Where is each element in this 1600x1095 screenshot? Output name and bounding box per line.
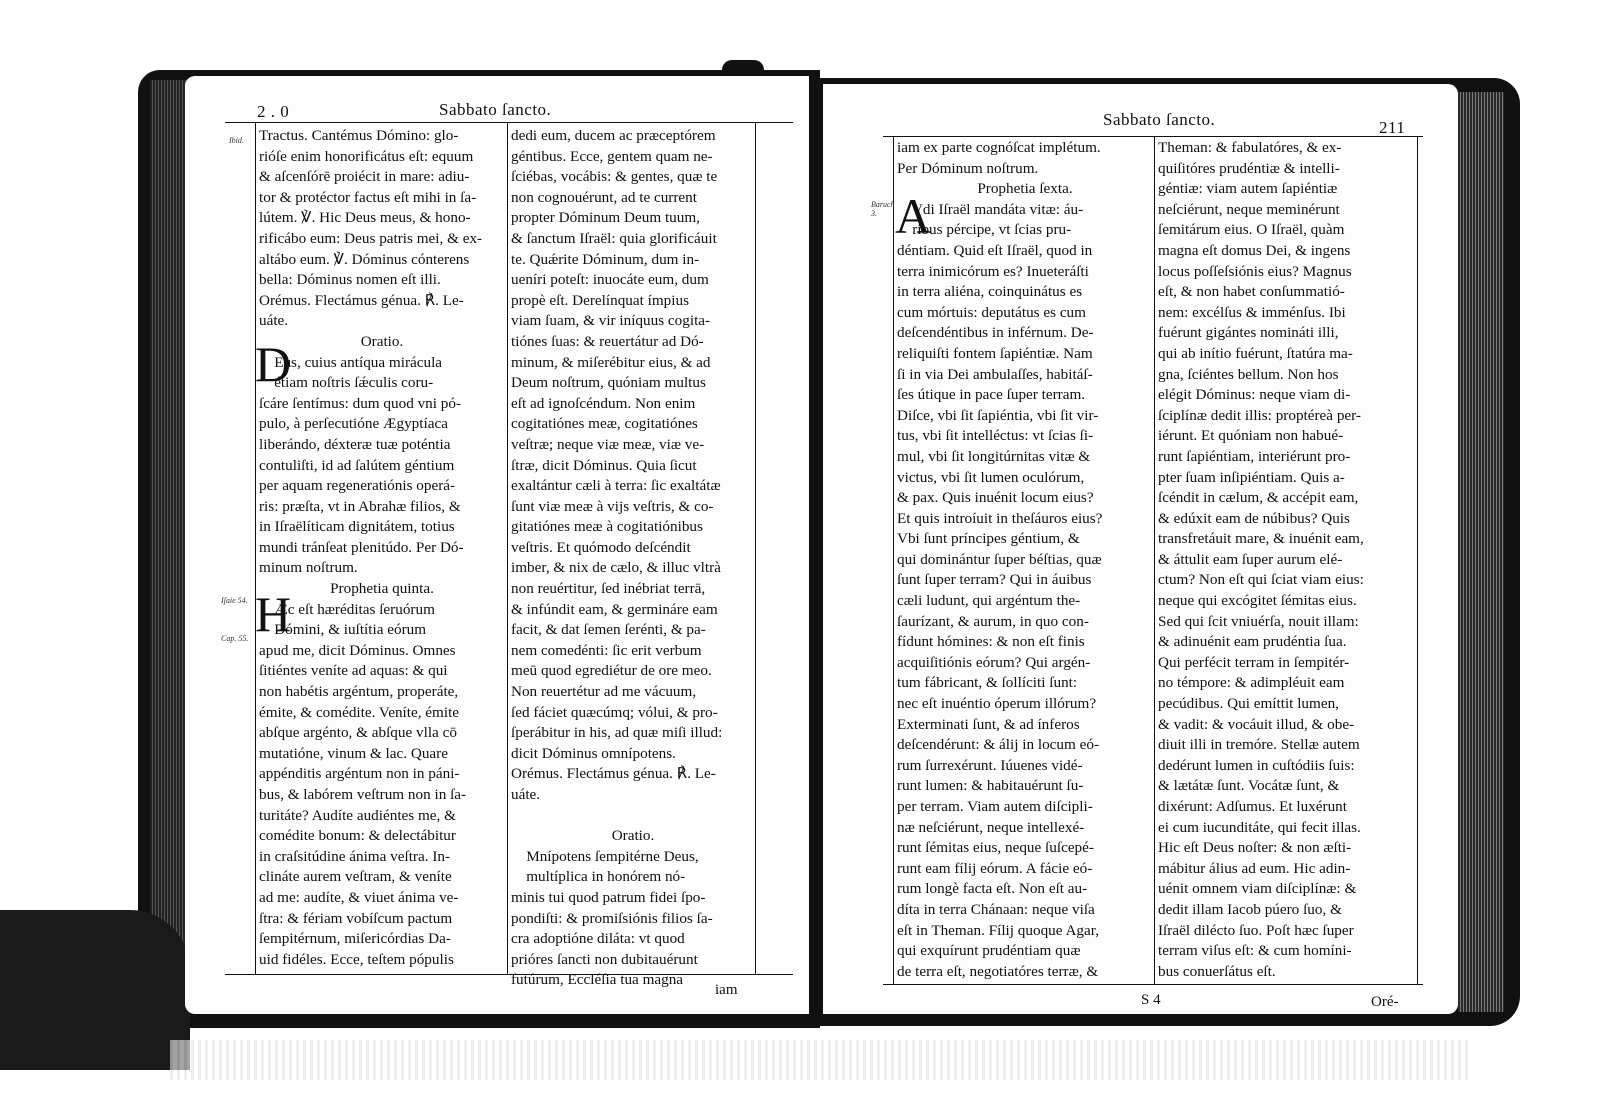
text-line: eſt, & non habet conſummatió- bbox=[1158, 283, 1345, 301]
section-title: Oratio. bbox=[611, 827, 655, 845]
text-line: turitáte? Audíte audiéntes me, & bbox=[259, 806, 456, 824]
margin-note: Iſaie 54. bbox=[221, 596, 248, 605]
text-line: Eus, cuius antíqua mirácula bbox=[259, 353, 443, 371]
left-border bbox=[893, 136, 894, 984]
text-line: étiam noſtris ſǽculis coru- bbox=[259, 374, 434, 392]
text-line: Tractus. Cantémus Dómino: glo- bbox=[259, 127, 459, 144]
head-rule bbox=[225, 122, 793, 123]
text-line: iérunt. Et quóniam non habué- bbox=[1158, 427, 1344, 445]
text-line: fuérunt gigántes nomináti illi, bbox=[1158, 324, 1339, 342]
text-line: neſciérunt, neque meminérunt bbox=[1158, 200, 1340, 218]
text-line: & vadit: & vocáuit illud, & obe- bbox=[1158, 715, 1355, 733]
text-line: reliquiſti fontem ſapiéntiæ. Nam bbox=[897, 344, 1093, 362]
text-line: & pax. Quis inuénit locum eius? bbox=[897, 489, 1094, 507]
text-line: minum noſtrum. bbox=[259, 559, 358, 577]
section-title: Prophetia quinta. bbox=[330, 580, 434, 598]
text-line: lútem. ℣. Hic Deus meus, & hono- bbox=[259, 209, 471, 227]
text-line: eſt in Theman. Fílij quoque Agar, bbox=[897, 921, 1100, 939]
text-line: Mnípotens ſempitérne Deus, bbox=[511, 847, 699, 865]
text-line: Diſce, vbi ſit ſapiéntia, vbi ſit vir- bbox=[897, 406, 1099, 424]
text-line: rum longè facta eſt. Non eſt au- bbox=[897, 880, 1088, 898]
text-line: qui dominántur ſuper béſtias, quæ bbox=[897, 550, 1102, 568]
text-line: uáte. bbox=[259, 312, 289, 330]
text-line: te. Quǽrite Dóminum, dum in- bbox=[511, 250, 700, 268]
text-line: mul, vbi ſit longitúrnitas vitæ & bbox=[897, 447, 1091, 465]
text-line: cæli ludunt, qui argéntum the- bbox=[897, 592, 1081, 610]
text-line: apud me, dicit Dóminus. Omnes bbox=[259, 641, 456, 659]
text-line: Orémus. Flectámus génua. ℟. Le- bbox=[511, 765, 716, 783]
text-line: neque qui excógitet ſémitas eius. bbox=[1158, 592, 1357, 610]
text-line: uid fidéles. Ecce, teſtem pópulis bbox=[259, 950, 454, 968]
head-rule bbox=[883, 136, 1423, 137]
column-divider bbox=[1154, 136, 1155, 984]
text-line: Qui perfécit terram in ſempitér- bbox=[1158, 653, 1350, 671]
text-line: gna, ſciéntes bellum. Non hos bbox=[1158, 365, 1339, 383]
foot-rule bbox=[883, 984, 1423, 985]
text-line: & áttulit eam ſuper aurum elé- bbox=[1158, 550, 1343, 568]
text-line: propè eſt. Derelínquat ímpius bbox=[511, 291, 689, 309]
running-head: Sabbato ſancto. bbox=[439, 100, 552, 119]
text-line: gitatiónes meæ à cogitatiónibus bbox=[511, 518, 703, 536]
section-title: Prophetia ſexta. bbox=[977, 180, 1073, 198]
page-number: 2 . 0 bbox=[257, 102, 290, 121]
text-line: cra adoptióne diláta: vt quod bbox=[511, 930, 685, 948]
text-line: liberándo, déxteræ tuæ poténtia bbox=[259, 435, 451, 453]
text-line: runt ſémitas eius, neque ſuſcepé- bbox=[897, 839, 1094, 857]
text-line: meū quod egrediétur de ore meo. bbox=[511, 662, 712, 680]
text-line: Vbi ſunt príncipes géntium, & bbox=[897, 530, 1080, 548]
text-line: ſunt viæ meæ à vijs veſtris, & co- bbox=[511, 497, 714, 515]
margin-note: Cap. 55. bbox=[221, 634, 249, 643]
text-line: quiſitóres prudéntiæ & intelli- bbox=[1158, 159, 1340, 177]
text-line: veſtræ; neque viæ meæ, viæ ve- bbox=[511, 435, 705, 453]
text-line: magna eſt domus Dei, & ingens bbox=[1158, 241, 1351, 259]
text-line: terram viſus eſt: & cum homíni- bbox=[1158, 942, 1352, 960]
text-line: clináte aurem veſtram, & veníte bbox=[259, 868, 452, 886]
hand-shadow bbox=[0, 910, 190, 1070]
page-edges-left bbox=[150, 80, 186, 1010]
text-line: pecúdibus. Qui emíttit lumen, bbox=[1158, 695, 1339, 713]
text-line: mábitur álius ad eum. Hic adin- bbox=[1158, 859, 1351, 877]
text-line: Theman: & fabulatóres, & ex- bbox=[1158, 139, 1342, 156]
text-line: & infúndit eam, & germináre eam bbox=[511, 600, 718, 618]
text-line: uáte. bbox=[511, 786, 541, 803]
text-line: mutatióne, vinum & lac. Quare bbox=[259, 744, 448, 762]
text-line: victus, vbi ſit lumen oculórum, bbox=[897, 468, 1085, 486]
text-line: ſunt ſuper terram? Qui in áuibus bbox=[897, 571, 1092, 589]
text-line: appénditis argéntum non in páni- bbox=[259, 765, 460, 783]
text-line: transfretáuit mare, & inuénit eam, bbox=[1158, 530, 1364, 548]
text-line: tiónes ſuas: & reuertátur ad Dó- bbox=[511, 332, 704, 350]
margin-note: Ibid. bbox=[229, 136, 244, 145]
text-line: multíplica in honórem nó- bbox=[511, 868, 686, 886]
text-line: ſi in via Dei ambulaſſes, habitáſ- bbox=[897, 365, 1093, 383]
text-line: iam ex parte cognóſcat implétum. bbox=[897, 139, 1101, 156]
text-line: pondiſti: & promiſsiónis filios ſa- bbox=[511, 909, 713, 927]
text-line: ribus pércipe, vt ſcias pru- bbox=[897, 221, 1072, 239]
text-line: géntiæ: viam autem ſapiéntiæ bbox=[1158, 180, 1338, 198]
text-line: dedi eum, ducem ac præceptórem bbox=[511, 127, 716, 144]
text-line: elégit Dóminus: neque viam di- bbox=[1158, 386, 1351, 404]
text-line: comédite bonum: & delectábitur bbox=[259, 827, 456, 845]
text-line: ſempitérnum, miſericórdias Da- bbox=[259, 930, 451, 948]
text-line: dicit Dóminus omnípotens. bbox=[511, 744, 676, 762]
text-line: futúrum, Eccléſia tua magna bbox=[511, 971, 684, 989]
text-line: Dómini, & iuſtítia eórum bbox=[259, 621, 427, 639]
text-line: tor & protéctor factus eſt mihi in ſa- bbox=[259, 188, 477, 206]
text-line: ſcéndit in cælum, & accépit eam, bbox=[1158, 489, 1359, 507]
text-line: veſtris. Et quómodo deſcéndit bbox=[511, 538, 691, 556]
margin-note: Baruch 3. bbox=[871, 200, 895, 218]
text-line: ris: præſta, vt in Abrahæ filios, & bbox=[259, 497, 461, 515]
text-line: facit, & dat ſemen ſerénti, & pa- bbox=[511, 621, 706, 639]
text-line: Deum noſtrum, quóniam multus bbox=[511, 374, 706, 392]
catchword: iam bbox=[715, 982, 738, 998]
text-line: nec eſt inuéntio óperum illórum? bbox=[897, 695, 1097, 713]
text-line: nem comedénti: ſic erit verbum bbox=[511, 641, 702, 659]
text-line: Hic eſt Deus noſter: & non æſti- bbox=[1158, 839, 1352, 857]
text-line: ad me: audíte, & viuet ánima ve- bbox=[259, 888, 459, 906]
text-line: nem: excélſus & imménſus. Ibi bbox=[1158, 303, 1346, 321]
page-edges-right bbox=[1458, 92, 1504, 1012]
text-line: deſcendéntibus in inférnum. De- bbox=[897, 324, 1094, 342]
text-line: in terra aliéna, coinquinátus es bbox=[897, 283, 1083, 301]
text-line: pter ſuam inſipiéntiam. Quis a- bbox=[1158, 468, 1345, 486]
text-line: in Iſraëlíticam dignitátem, totius bbox=[259, 518, 455, 536]
text-line: qui exquírunt prudéntiam quæ bbox=[897, 942, 1081, 960]
text-column-1 bbox=[897, 138, 1153, 982]
text-line: ſcáre ſentímus: dum quod vni pó- bbox=[259, 394, 462, 412]
table-surface bbox=[170, 1040, 1470, 1080]
text-line: per terram. Viam autem diſcipli- bbox=[897, 798, 1093, 815]
text-line: locus poſſeſsiónis eius? Magnus bbox=[1158, 262, 1352, 280]
text-line: viam ſuam, & vir iníquus cogita- bbox=[511, 312, 711, 330]
section-title: Oratio. bbox=[360, 332, 404, 350]
text-line: rióſe enim honorificátus eſt: equum bbox=[259, 147, 474, 165]
page-number: 211 bbox=[1379, 118, 1406, 137]
text-line: rum ſurrexérunt. Iúuenes vidé- bbox=[897, 756, 1083, 774]
text-line: ſes útique in pace ſuper terram. bbox=[897, 386, 1086, 404]
signature-mark: S 4 bbox=[1141, 992, 1161, 1008]
text-line: runt lumen: & habitauérunt ſu- bbox=[897, 777, 1084, 795]
text-line: exaltántur cæli à terra: ſic exaltátæ bbox=[511, 477, 721, 495]
text-line: & lætátæ ſunt. Vocátæ ſunt, & bbox=[1158, 777, 1340, 795]
text-line: abſque argénto, & abſque vlla cō bbox=[259, 724, 457, 742]
text-line: Orémus. Flectámus génua. ℟. Le- bbox=[259, 291, 464, 309]
text-line: Vdi Iſraël mandáta vitæ: áu- bbox=[897, 200, 1084, 218]
catchword: Oré- bbox=[1371, 994, 1399, 1010]
text-line: géntibus. Ecce, gentem quam ne- bbox=[511, 147, 713, 165]
text-line: Sed qui ſcit vniuérſa, nouit illam: bbox=[1158, 612, 1359, 630]
text-line: cogitatiónes meæ, cogitatiónes bbox=[511, 415, 698, 433]
text-line: deſcendérunt: & álij in locum eó- bbox=[897, 736, 1100, 754]
text-line: non cognouérunt, ad te current bbox=[511, 188, 697, 206]
text-line: minis tui quod patrum fidei ſpo- bbox=[511, 888, 706, 906]
text-line: tus, vbi ſit intelléctus: vt ſcias ſi- bbox=[897, 427, 1094, 445]
text-line: bus conuerſátus eſt. bbox=[1158, 962, 1276, 980]
left-page bbox=[185, 76, 809, 1014]
text-line: Et quis introíuit in theſáuros eius? bbox=[897, 509, 1103, 527]
text-line: rificábo eum: Deus patris mei, & ex- bbox=[259, 229, 483, 247]
text-line: altábo eum. ℣. Dóminus cónterens bbox=[259, 250, 470, 268]
text-line: émite, & comédite. Veníte, émite bbox=[259, 703, 460, 721]
text-line: bella: Dóminus nomen eſt illi. bbox=[259, 271, 441, 289]
text-line: ſitiéntes veníte ad aquas: & qui bbox=[259, 662, 448, 680]
text-line: de terra eſt, negotiatóres terræ, & bbox=[897, 962, 1099, 980]
text-line: ctum? Non eſt qui ſciat viam eius: bbox=[1158, 571, 1364, 589]
drop-cap: D bbox=[255, 336, 292, 392]
text-line: & aſcenſórē proiécit in mare: adiu- bbox=[259, 168, 470, 186]
text-line: diuit illi in tremóre. Stellæ autem bbox=[1158, 736, 1360, 754]
text-line: dedérunt lumen in cuſtódiis ſuis: bbox=[1158, 756, 1355, 774]
text-line: prióres ſancti non dubitauérunt bbox=[511, 950, 698, 968]
text-line: ſciébas, vocábis: & gentes, quæ te bbox=[511, 168, 718, 186]
text-line: non reuértitur, ſed inébriat terrā, bbox=[511, 580, 706, 598]
text-line: imber, & nix de cælo, & illuc vltrà bbox=[511, 559, 721, 577]
text-line: uénit omnem viam diſciplínæ: & bbox=[1158, 880, 1357, 898]
text-line: runt eam fílij eórum. A fácie eó- bbox=[897, 859, 1093, 877]
text-line: non habétis argéntum, properáte, bbox=[259, 683, 459, 701]
text-line: Non reuertétur ad me vácuum, bbox=[511, 683, 697, 701]
text-line: qui ab inítio fuérunt, ſtatúra ma- bbox=[1158, 344, 1353, 362]
text-line: fídunt hómines: & non eſt finis bbox=[897, 633, 1085, 651]
text-line: díta in terra Chánaan: neque viſa bbox=[897, 900, 1095, 918]
right-page bbox=[823, 84, 1458, 1014]
text-line: ſperábitur in his, ad quæ miſi illud: bbox=[511, 724, 723, 742]
text-column-2 bbox=[1158, 138, 1416, 982]
text-line bbox=[511, 806, 755, 827]
text-line: runt ſapiéntiam, interiérunt pro- bbox=[1158, 447, 1351, 465]
text-line: ſciplínæ dedit illis: proptéreà per- bbox=[1158, 406, 1361, 424]
text-line: bus, & labórem veſtrum non in ſa- bbox=[259, 786, 467, 803]
text-line: ſtra: & fériam vobíſcum pactum bbox=[259, 909, 453, 927]
text-line: ſtræ, dicit Dóminus. Quia ſicut bbox=[511, 456, 697, 474]
text-line: ſaurízant, & aurum, in quo con- bbox=[897, 612, 1089, 630]
text-column-2 bbox=[511, 126, 755, 991]
drop-cap: A bbox=[895, 188, 932, 244]
text-line: déntiam. Quid eſt Iſraël, quod in bbox=[897, 241, 1093, 259]
text-line: næ neſciérunt, neque intellexé- bbox=[897, 818, 1085, 836]
text-line: ei cum iucunditáte, qui fecit illas. bbox=[1158, 818, 1361, 836]
text-line: ſed fáciet quæcúmq; vólui, & pro- bbox=[511, 703, 718, 721]
text-line: propter Dóminum Deum tuum, bbox=[511, 209, 700, 227]
left-border bbox=[255, 122, 256, 974]
text-line: dixérunt: Adſumus. Et luxérunt bbox=[1158, 798, 1347, 815]
text-line: & edúxit eam de núbibus? Quis bbox=[1158, 509, 1350, 527]
text-line: eſt ad ignoſcéndum. Non enim bbox=[511, 394, 696, 412]
right-border bbox=[1417, 136, 1418, 984]
text-line: cum mórtuis: deputátus es cum bbox=[897, 303, 1086, 321]
right-border bbox=[755, 122, 756, 974]
text-line: Exterminati ſunt, & ad ínferos bbox=[897, 715, 1080, 733]
drop-cap: H bbox=[255, 586, 292, 642]
text-line: no témpore: & adimpléuit eam bbox=[1158, 674, 1345, 692]
text-line: ſemitárum eius. O Iſraël, quàm bbox=[1158, 221, 1345, 239]
text-line: & ſanctum Iſraël: quia glorificáuit bbox=[511, 229, 717, 247]
text-line: ueníri poteſt: inuocáte eum, dum bbox=[511, 271, 709, 289]
text-line: per aquam regeneratiónis operá- bbox=[259, 477, 456, 495]
column-divider bbox=[507, 122, 508, 974]
text-line: minum, & miſerébitur eius, & ad bbox=[511, 353, 711, 371]
text-line: tum fábricant, & ſollíciti ſunt: bbox=[897, 674, 1078, 692]
text-line: in craſsitúdine ánima veſtra. In- bbox=[259, 847, 451, 865]
running-head: Sabbato ſancto. bbox=[1103, 110, 1216, 129]
text-line: Æc eſt hæréditas ſeruórum bbox=[259, 600, 435, 618]
text-line: dedit illam Iacob púero ſuo, & bbox=[1158, 900, 1342, 918]
text-line: Iſraël dilécto ſuo. Poſt hæc ſuper bbox=[1158, 921, 1354, 939]
text-line: acquiſitiónis eórum? Qui argén- bbox=[897, 653, 1091, 671]
text-line: & adinuénit eam prudéntia ſua. bbox=[1158, 633, 1347, 651]
text-line: Per Dóminum noſtrum. bbox=[897, 159, 1039, 177]
text-line: pulo, à perſecutióne Ægyptíaca bbox=[259, 415, 448, 433]
text-column-1 bbox=[259, 126, 505, 970]
text-line: mundi tránſeat plenitúdo. Per Dó- bbox=[259, 538, 464, 556]
text-line: contuliſti, id ad ſalútem géntium bbox=[259, 456, 455, 474]
text-line: terra inimicórum es? Inueteráſti bbox=[897, 262, 1089, 280]
